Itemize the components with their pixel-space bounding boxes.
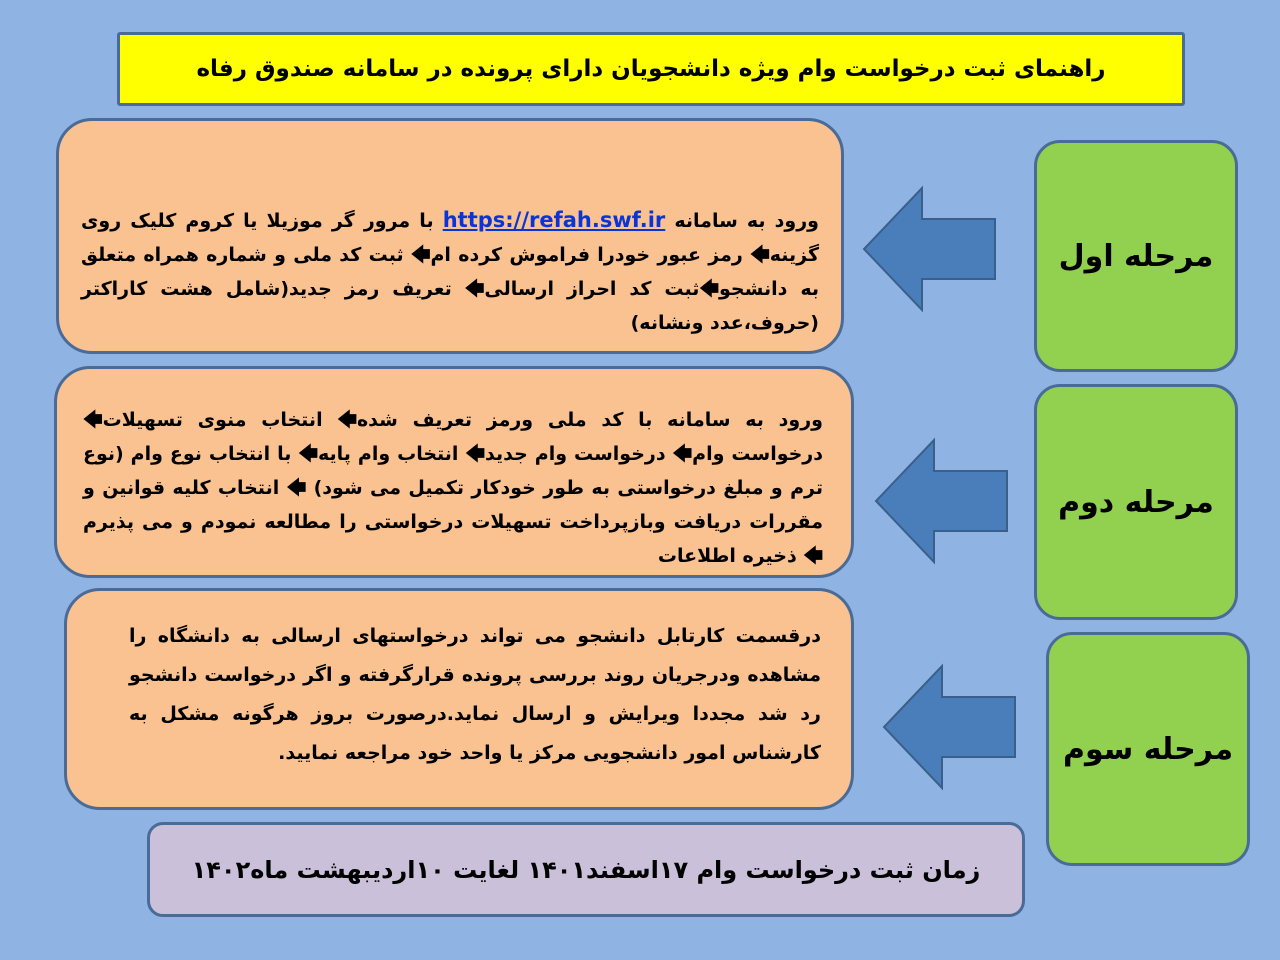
- page-title-text: راهنمای ثبت درخواست وام ویژه دانشجویان دارای پرونده در سامانه صندوق رفاه: [196, 56, 1106, 82]
- registration-period-box: [147, 822, 1025, 917]
- step-2-box: [1034, 384, 1238, 620]
- refah-link[interactable]: https://refah.swf.ir: [442, 208, 666, 232]
- step-3-box: [1046, 632, 1250, 866]
- left-arrow-icon: [872, 436, 1012, 566]
- step-1-label: مرحله اول: [1058, 238, 1214, 274]
- step-3-label: مرحله سوم: [1062, 731, 1234, 767]
- step-1-text-start: ورود به سامانه: [665, 210, 819, 232]
- step-1-text-rest: با مرور گر موزیلا یا کروم کلیک روی گزینه🡄 رمز عبور خودرا فراموش کرده ام🡄 ثبت کد ملی و شماره همراه متعلق به دانشجو🡄ثبت کد احراز ارسالی🡄 تعریف رمز جدید(شامل هشت کاراکتر (حروف،عدد ونشانه): [81, 210, 819, 334]
- step-2-label: مرحله دوم: [1058, 484, 1214, 520]
- left-arrow-icon: [860, 184, 1000, 314]
- step-3-description-text: درقسمت کارتابل دانشجو می تواند درخواستهای ارسالی به دانشگاه را مشاهده ودرجریان روند بررسی پرونده قرارگرفته و اگر درخواست دانشجو رد شد مجددا ویرایش و ارسال نماید.درصورت بروز هرگونه مشکل به کارشناس امور دانشجویی مرکز یا واحد خود مراجعه نمایید.: [129, 625, 821, 764]
- step-1-description-text: [81, 203, 819, 340]
- page-title: [117, 32, 1185, 106]
- registration-period-text: زمان ثبت درخواست وام ۱۷اسفند۱۴۰۱ لغایت ۱۰اردیبهشت ماه۱۴۰۲: [191, 855, 981, 884]
- step-3-description: [64, 588, 854, 810]
- step-2-description: [54, 366, 854, 578]
- step-1-box: [1034, 140, 1238, 372]
- left-arrow-icon: [880, 662, 1020, 792]
- step-1-description: [56, 118, 844, 354]
- step-2-description-text: ورود به سامانه با کد ملی ورمز تعریف شده🡄 انتخاب منوی تسهیلات🡄 درخواست وام🡄 درخواست وام جدید🡄 انتخاب وام پایه🡄 با انتخاب نوع وام (نوع ترم و مبلغ درخواستی به طور خودکار تکمیل می شود) 🡄 انتخاب کلیه قوانین و مقررات دریافت وبازپرداخت تسهیلات درخواستی را مطالعه نمودم و می پذیرم 🡄 ذخیره اطلاعات: [83, 409, 823, 567]
